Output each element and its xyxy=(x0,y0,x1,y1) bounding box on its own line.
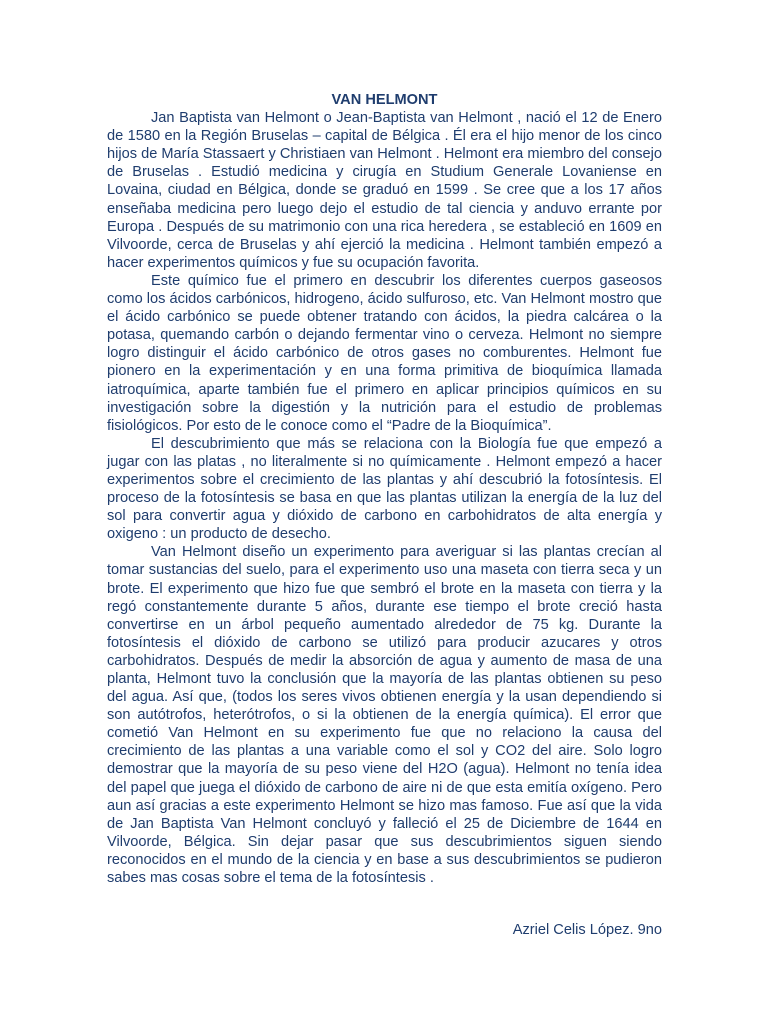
author-signature: Azriel Celis López. 9no xyxy=(512,922,662,939)
paragraph-photosynthesis: El descubrimiento que más se relaciona con la Biología fue que empezó a jugar con las platas , no literalmente si no químicamente . Helmont empezó a hacer experimentos sobre el crecimiento de las plantas y ahí descubrió la fotosíntesis. El proceso de la fotosíntesis se basa en que las plantas utilizan la energía de la luz del sol para convertir agua y dióxido de carbono en carbohidratos de alta energía y oxigeno : un producto de desecho. xyxy=(107,435,662,543)
paragraph-biography: Jan Baptista van Helmont o Jean-Baptista van Helmont , nació el 12 de Enero de 1580 en la Región Bruselas – capital de Bélgica . Él era el hijo menor de los cinco hijos de María Stassaert y Christiaen van Helmont . Helmont era miembro del consejo de Bruselas . Estudió medicina y cirugía en Studium Generale Lovaniense en Lovaina, ciudad en Bélgica, donde se graduó en 1599 . Se cree que a los 17 años enseñaba medicina pero luego dejo el estudio de tal ciencia y anduvo errante por Europa . Después de su matrimonio con una rica heredera , se estableció en 1609 en Vilvoorde, cerca de Bruselas y ahí ejerció la medicina . Helmont también empezó a hacer experimentos químicos y fue su ocupación favorita. xyxy=(107,110,662,271)
paragraph-gases: Este químico fue el primero en descubrir los diferentes cuerpos gaseosos como los ácidos carbónicos, hidrogeno, ácido sulfuroso, etc. Van Helmont mostro que el ácido carbónico se puede obtener tratando con ácidos, la piedra calcárea o la potasa, quemando carbón o dejando fermentar vino o cerveza. Helmont no siempre logro distinguir el ácido carbónico de otros gases no comburentes. Helmont fue pionero en la experimentación y en una forma primitiva de bioquímica llamada iatroquímica, aparte también fue el primero en aplicar principios químicos en su investigación sobre la digestión y la nutrición para el estudio de problemas fisiológicos. Por esto de le conoce como el “Padre de la Bioquímica”. xyxy=(107,272,662,434)
paragraph-experiment: Van Helmont diseño un experimento para averiguar si las plantas crecían al tomar sustancias del suelo, para el experimento uso una maseta con tierra seca y un brote. El experimento que hizo fue que sembró el brote en la maseta con tierra y la regó constantemente durante 5 años, durante ese tiempo el brote creció hasta convertirse en un árbol pequeño aumentado alrededor de 75 kg. Durante la fotosíntesis el dióxido de carbono se utilizó para producir azucares y otros carbohidratos. Después de medir la absorción de agua y aumento de masa de una planta, Helmont tuvo la conclusión que la mayoría de las plantas obtienen su peso del agua. Así que, (todos los seres vivos obtienen energía y la usan dependiendo si son autótrofos, heterótrofos, o si la obtienen de la energía química). El error que cometió Van Helmont en su experimento fue que no relaciono la causa del crecimiento de las plantas a una variable como el sol y CO2 del aire. Solo logro demostrar que la mayoría de su peso viene del H2O (agua). Helmont no tenía idea del papel que juega el dióxido de carbono de aire ni de que esta emitía oxígeno. Pero aun así gracias a este experimento Helmont se hizo mas famoso. Fue así que la vida de Jan Baptista Van Helmont concluyó y falleció el 25 de Diciembre de 1644 en Vilvoorde, Bélgica. Sin dejar pasar que sus descubrimientos siguen siendo reconocidos en el mundo de la ciencia y en base a sus descubrimientos se pudieron sabes mas cosas sobre el tema de la fotosíntesis . xyxy=(107,544,662,887)
document-page xyxy=(107,91,662,939)
document-title: VAN HELMONT xyxy=(331,92,438,108)
